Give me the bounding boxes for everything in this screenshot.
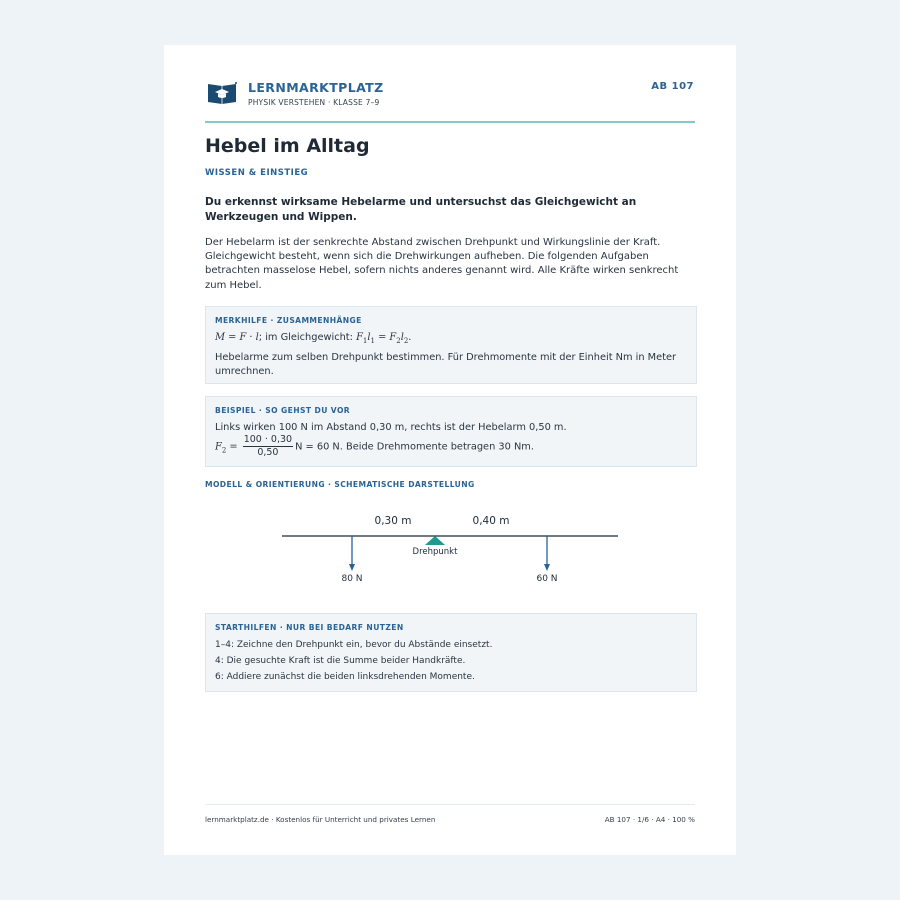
intro-text: Du erkennst wirksame Hebelarme und untersuchst das Gleichgewicht an Werkzeugen und Wippen. — [205, 196, 637, 223]
open-book-graduation-cap-icon — [207, 81, 237, 105]
footer-site-link[interactable]: lernmarktplatz.de · Kostenlos für Unterricht und privates Lernen — [205, 815, 436, 824]
merkhilfe-formula: M = F · l; im Gleichgewicht: $F_1l_1 = F_2l_2$. — [215, 332, 412, 345]
fraction-numerator: 100 · 0,30 — [243, 434, 293, 445]
right-force-label: 60 N — [536, 574, 558, 584]
hint-item: 6: Addiere zunächst die beiden linksdrehenden Momente. — [215, 672, 475, 682]
page-title: Hebel im Alltag — [205, 135, 370, 157]
hint-item: 1–4: Zeichne den Drehpunkt ein, bevor du Abstände einsetzt. — [215, 640, 493, 650]
beispiel-result: N = 60 N. Beide Drehmomente betragen 30 Nm. — [295, 441, 534, 453]
brand-name: LERNMARKTPLATZ — [248, 80, 384, 95]
lever-diagram — [164, 500, 736, 610]
right-force-arrowhead — [544, 564, 550, 571]
beispiel-formula: $F_2$ = $\frac{100 \cdot 0,30}{0,50}$ N = 60 N. Beide Drehmomente betragen 30 Nm. — [215, 434, 534, 458]
worksheet-page — [164, 45, 736, 855]
footer-divider — [205, 804, 695, 805]
merkhilfe-note: Hebelarme zum selben Drehpunkt bestimmen. Für Drehmomente mit der Einheit Nm in Meter umrechnen. — [215, 351, 677, 377]
beispiel-box — [205, 396, 697, 467]
right-distance-label: 0,40 m — [472, 515, 510, 527]
merkhilfe-title: MERKHILFE · ZUSAMMENHÄNGE — [215, 316, 362, 325]
hints-box — [205, 613, 697, 692]
pivot-label: Drehpunkt — [412, 547, 458, 557]
left-distance-label: 0,30 m — [374, 515, 412, 527]
hint-item: 4: Die gesuchte Kraft ist die Summe beider Handkräfte. — [215, 656, 466, 666]
sheet-code: AB 107 — [651, 81, 694, 92]
footer-page-info: AB 107 · 1/6 · A4 · 100 % — [604, 815, 695, 824]
merkhilfe-formula-text: ; im Gleichgewicht: — [258, 332, 357, 343]
left-force-label: 80 N — [341, 574, 363, 584]
pivot-triangle — [425, 536, 445, 545]
header-divider — [205, 121, 695, 123]
merkhilfe-box — [205, 306, 697, 384]
beispiel-line: Links wirken 100 N im Abstand 0,30 m, rechts ist der Hebelarm 0,50 m. — [215, 422, 567, 433]
beispiel-title: BEISPIEL · SO GEHST DU VOR — [215, 406, 351, 415]
left-force-arrowhead — [349, 564, 355, 571]
body-text: Der Hebelarm ist der senkrechte Abstand zwischen Drehpunkt und Wirkungslinie der Kraft. Gleichgewicht besteht, wenn sich die Drehwirkungen aufheben. Die folgenden Aufgaben betrachten masselose Hebel, sofern nichts anderes genannt wird. Alle Kräfte wirken senkrecht zum Hebel. — [205, 237, 679, 291]
model-title: MODELL & ORIENTIERUNG · SCHEMATISCHE DARSTELLUNG — [205, 480, 475, 489]
hints-title: STARTHILFEN · NUR BEI BEDARF NUTZEN — [215, 623, 404, 632]
beispiel-fraction — [243, 434, 293, 459]
fraction-denominator: 0,50 — [257, 447, 279, 458]
brand-subtitle: PHYSIK VERSTEHEN · KLASSE 7–9 — [248, 98, 380, 107]
section-tag: WISSEN & EINSTIEG — [205, 168, 309, 178]
